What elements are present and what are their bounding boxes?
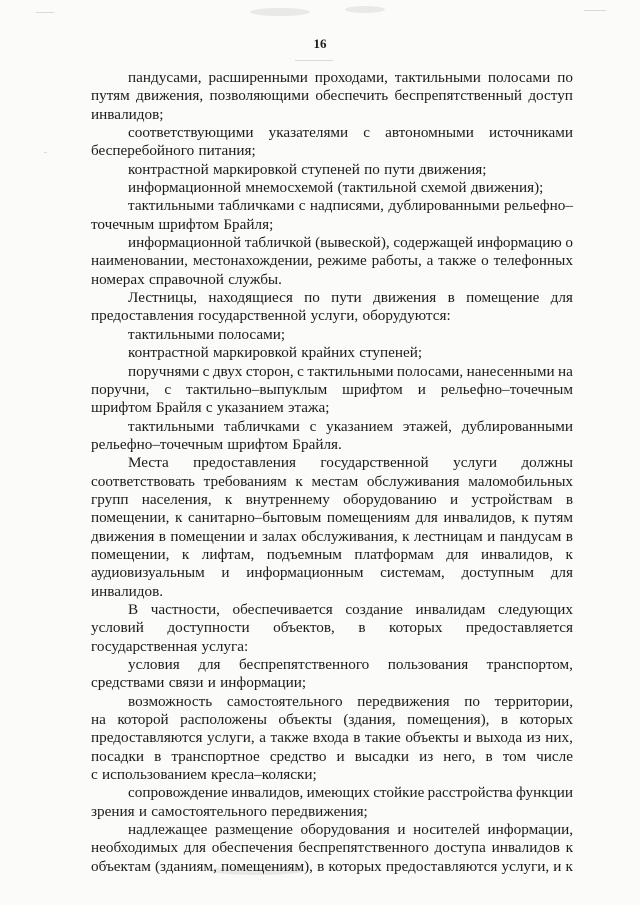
text-line: посадки в транспортное средство и высадки из него, в том числе	[91, 747, 573, 765]
text-line: предоставления государственной услуги, оборудуются:	[91, 307, 451, 325]
text-line: информационной мнемосхемой (тактильной схемой движения);	[128, 179, 544, 197]
text-line: шрифтом Брайля с указанием этажа;	[91, 399, 330, 417]
text-line: групп населения, к внутреннему оборудованию и устройствам в	[91, 490, 573, 508]
scan-speck	[36, 12, 54, 13]
text-line: сопровождение инвалидов, имеющих стойкие расстройства функции	[128, 784, 573, 802]
text-line: условия для беспрепятственного пользования транспортом,	[128, 656, 573, 673]
scan-smudge	[250, 8, 310, 16]
text-line: В частности, обеспечивается создание инвалидам следующих	[128, 600, 573, 618]
text-line: государственная услуга:	[91, 637, 249, 655]
text-line: движения в помещении и залах обслуживания, к лестницам и пандусам в	[91, 527, 573, 545]
text-line: контрастной маркировкой ступеней по пути движения;	[128, 160, 487, 178]
text-line: объектам (зданиям, помещениям), в которых предоставляются услуги, и к	[91, 857, 573, 875]
text-line: точечным шрифтом Брайля;	[91, 215, 274, 233]
document-body	[91, 69, 573, 876]
text-line: тактильными табличками с указанием этажей, дублированными	[128, 417, 573, 435]
text-line: аудиовизуальным и информационным системам, доступным для	[91, 564, 573, 582]
text-line: пандусами, расширенными проходами, тактильными полосами по	[128, 69, 573, 86]
text-line: инвалидов.	[91, 582, 164, 600]
text-line: надлежащее размещение оборудования и носителей информации,	[128, 821, 573, 839]
text-line: помещении, к лифтам, подъемным платформам для инвалидов, к	[91, 545, 573, 563]
text-line: наименовании, местонахождении, режиме работы, а также о телефонных	[91, 252, 573, 270]
text-line: путям движения, позволяющими обеспечить беспрепятственный доступ	[91, 87, 573, 105]
text-line: информационной табличкой (вывеской), содержащей информацию о	[128, 234, 573, 252]
text-line: бесперебойного питания;	[91, 142, 256, 160]
text-line: предоставляются услуги, а также входа в такие объекты и выхода из них,	[91, 729, 573, 747]
text-line: поручнями с двух сторон, с тактильными полосами, нанесенными на	[128, 362, 573, 380]
text-line: на которой расположены объекты (здания, помещения), в которых	[91, 711, 573, 729]
page-number: 16	[313, 36, 327, 51]
text-line: контрастной маркировкой крайних ступеней;	[128, 344, 423, 362]
scan-speck	[44, 152, 47, 153]
text-line: возможность самостоятельного передвижения по территории,	[128, 692, 573, 710]
text-line: соответствующими указателями с автономными источниками	[128, 124, 573, 142]
text-line: средствами связи и информации;	[91, 674, 307, 692]
scan-smudge	[210, 866, 305, 875]
text-line: зрения и самостоятельного передвижения;	[91, 802, 368, 820]
text-line: с использованием кресла–коляски;	[91, 766, 317, 784]
text-line: номерах справочной службы.	[91, 270, 282, 288]
text-line: тактильными табличками с надписями, дублированными рельефно–	[128, 197, 573, 215]
text-line: Лестницы, находящиеся по пути движения в помещение для	[128, 289, 573, 307]
text-line: условий доступности объектов, в которых предоставляется	[91, 619, 573, 637]
text-line: тактильными полосами;	[128, 325, 286, 343]
scan-smudge	[345, 6, 385, 13]
text-line: Места предоставления государственной услуги должны	[128, 454, 573, 472]
text-line: помещении, к санитарно–бытовым помещениям для инвалидов, к путям	[91, 509, 573, 527]
scan-speck	[295, 60, 333, 61]
text-line: соответствовать требованиям к местам обслуживания маломобильных	[91, 472, 573, 490]
text-line: необходимых для обеспечения беспрепятственного доступа инвалидов к	[91, 839, 573, 857]
text-line: инвалидов;	[91, 105, 164, 123]
scan-speck	[584, 10, 606, 11]
text-line: рельефно–точечным шрифтом Брайля.	[91, 435, 342, 453]
text-line: поручни, с тактильно–выпуклым шрифтом и рельефно–точечным	[91, 380, 573, 398]
